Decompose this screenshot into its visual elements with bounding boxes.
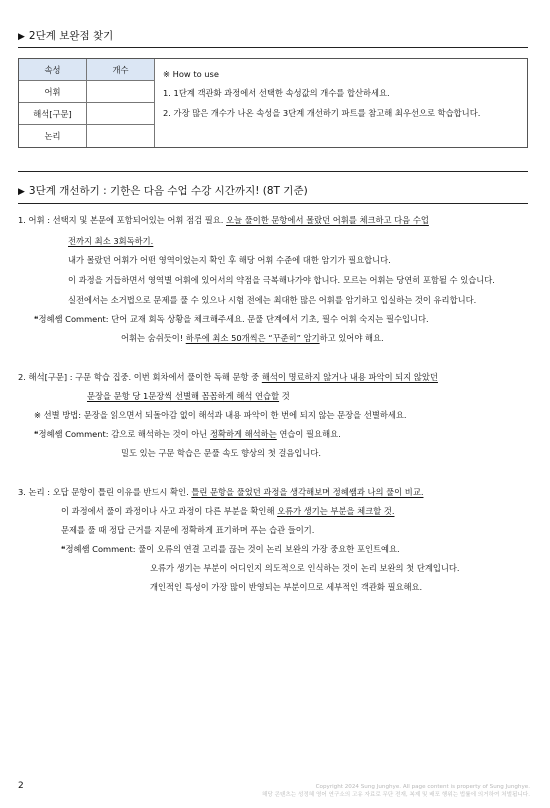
vocab-line: 이 과정을 거듭하면서 영역별 어휘에 있어서의 약점을 극복해나가야 합니다. 모르는 어휘는 당연히 포함될 수 있습니다. [68,275,495,285]
vocab-line: 내가 몰랐던 어휘가 어떤 영역이었는지 확인 후 해당 어휘 수준에 대한 암기가 필요합니다. [68,255,391,265]
logic-line: 문제를 풀 때 정답 근거를 지문에 정확하게 표기하며 푸는 습관 들이기. [61,525,315,535]
copyright: Copyright 2024 Sung Junghye. All page content is property of Sung Junghye. 해당 콘텐츠는 성정혜 영어 연구소의 고유 자료로 무단 전재, 복제 및 배포 행위는 법률에 의거하여 처벌됩니다. [262,784,530,798]
vocab-line: 실전에서는 소거법으로 문제를 풀 수 있으나 시험 전에는 최대한 많은 어휘를 암기하고 입실하는 것이 유리합니다. [68,295,477,305]
vocab-lead: 1. 어휘 : 선택지 및 본문에 포함되어있는 어휘 점검 필요. 오늘 풀이한 문항에서 몰랐던 어휘를 체크하고 다음 수업 [18,215,429,225]
syntax-comment: ❝정혜쌤 Comment: 감으로 해석하는 것이 아닌 정확하게 해석하는 연습이 필요해요. [34,429,341,439]
syntax-comment: 밀도 있는 구문 학습은 문풀 속도 향상의 첫 걸음입니다. [121,448,322,458]
syntax-lead: 2. 해석[구문] : 구문 학습 집중. 이번 회차에서 풀이한 독해 문항 중 해석이 명료하지 않거나 내용 파악이 되지 않았던 [18,372,438,382]
divider [18,47,528,48]
table-row-label: 논리 [19,125,87,147]
logic-comment: 오류가 생기는 부분이 어디인지 의도적으로 인식하는 것이 논리 보완의 첫 단계입니다. [150,563,460,573]
how-to-use-box [155,59,527,147]
logic-comment: 개인적인 특성이 가장 많이 반영되는 부분이므로 세부적인 객관화 필요해요. [150,582,423,592]
table-count-cell[interactable] [87,81,155,103]
table-row-label: 어휘 [19,81,87,103]
section-heading-1: ▶ 2단계 보완점 찾기 [18,30,114,42]
logic-line: 이 과정에서 풀이 과정이나 사고 과정이 다른 부분을 확인해 오류가 생기는 부분을 체크할 것. [61,506,395,516]
vocab-comment: ❝정혜쌤 Comment: 단어 교재 회독 상황을 체크해주세요. 문풀 단계에서 기초, 필수 어휘 숙지는 필수입니다. [34,314,429,324]
table-row-label: 해석[구문] [19,103,87,125]
table-header-attribute: 속성 [19,59,87,81]
table-header-count: 개수 [87,59,155,81]
logic-lead: 3. 논리 : 오답 문항이 틀린 이유를 반드시 확인. 틀린 문항을 풀었던 과정을 생각해보며 정혜쌤과 나의 풀이 비교. [18,487,424,497]
divider [18,171,528,172]
logic-comment: ❝정혜쌤 Comment: 풀이 오류의 연결 고리를 끊는 것이 논리 보완의 가장 중요한 포인트예요. [61,544,400,554]
triangle-icon: ▶ [18,187,25,197]
triangle-icon: ▶ [18,32,25,42]
vocab-comment: 어휘는 숨쉬듯이! 하루에 최소 50개씩은 “꾸준히” 암기하고 있어야 해요. [121,333,384,343]
how-to-use-title: ※ How to use [163,69,219,79]
section-heading-2: ▶ 3단계 개선하기 : 기한은 다음 수업 수강 시간까지! (8T 기준) [18,185,308,197]
syntax-line: 문장을 문항 당 1문장씩 선별해 꼼꼼하게 해석 연습할 것 [87,391,290,401]
table-count-cell[interactable] [87,125,155,147]
vocab-line: 전까지 최소 3회독하기. [68,236,154,246]
divider [18,203,528,204]
how-to-use-item: 2. 가장 많은 개수가 나온 속성을 3단계 개선하기 파트를 참고해 최우선으로 학습합니다. [163,108,481,118]
how-to-use-item: 1. 1단계 객관화 과정에서 선택한 속성값의 개수를 합산하세요. [163,88,390,98]
syntax-method: ※ 선별 방법: 문장을 읽으면서 되돌아감 없이 해석과 내용 파악이 한 번에 되지 않는 문장을 선별하세요. [34,410,407,420]
page-number: 2 [18,781,24,791]
table-count-cell[interactable] [87,103,155,125]
summary-table [18,58,528,148]
